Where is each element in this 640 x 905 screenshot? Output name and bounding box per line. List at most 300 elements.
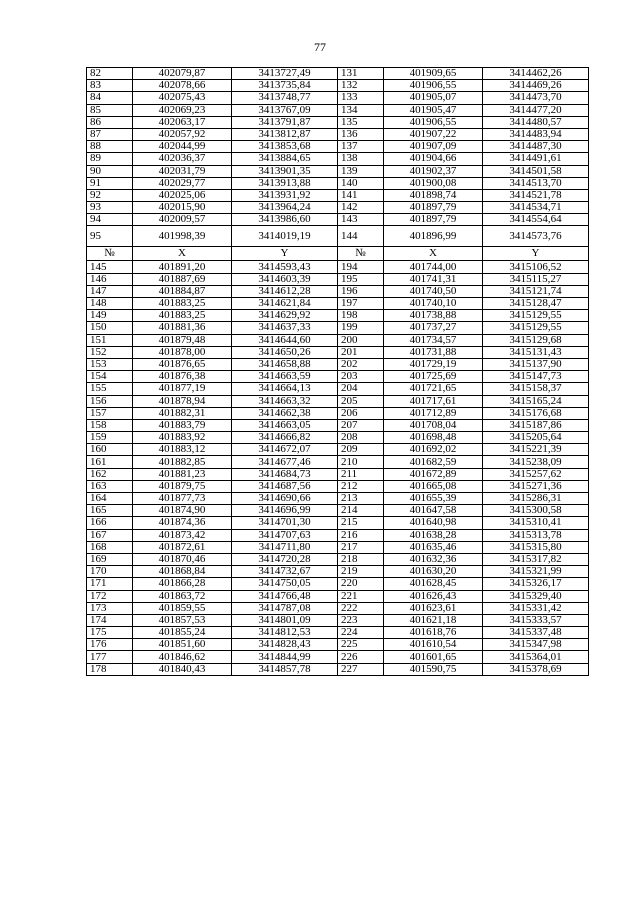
x-coordinate-cell: 402079,87 bbox=[133, 68, 232, 80]
x-coordinate-cell: 401731,88 bbox=[384, 346, 483, 358]
table-row bbox=[87, 153, 589, 165]
y-coordinate-cell: 3413812,87 bbox=[232, 128, 338, 140]
table-row bbox=[87, 517, 589, 529]
point-number-cell: 133 bbox=[338, 92, 384, 104]
x-coordinate-cell: 401708,04 bbox=[384, 419, 483, 431]
x-coordinate-cell: 401628,45 bbox=[384, 578, 483, 590]
y-coordinate-cell: 3413748,77 bbox=[232, 92, 338, 104]
point-number-cell: 213 bbox=[338, 493, 384, 505]
y-coordinate-cell: 3414812,53 bbox=[232, 627, 338, 639]
table-row bbox=[87, 444, 589, 456]
y-coordinate-cell: 3415271,36 bbox=[483, 480, 589, 492]
x-coordinate-cell: 401879,75 bbox=[133, 480, 232, 492]
x-coordinate-cell: 401874,36 bbox=[133, 517, 232, 529]
x-coordinate-cell: 401647,58 bbox=[384, 505, 483, 517]
y-coordinate-cell: 3415317,82 bbox=[483, 553, 589, 565]
x-coordinate-cell: 401855,24 bbox=[133, 627, 232, 639]
y-coordinate-cell: 3415313,78 bbox=[483, 529, 589, 541]
point-number-cell: 214 bbox=[338, 505, 384, 517]
point-number-cell: 163 bbox=[87, 480, 133, 492]
x-coordinate-cell: 401863,72 bbox=[133, 590, 232, 602]
point-number-cell: 94 bbox=[87, 214, 133, 226]
y-coordinate-cell: 3414513,70 bbox=[483, 177, 589, 189]
point-number-cell: 91 bbox=[87, 177, 133, 189]
y-coordinate-cell: 3414801,09 bbox=[232, 614, 338, 626]
x-coordinate-cell: 401897,79 bbox=[384, 202, 483, 214]
x-coordinate-cell: 401887,69 bbox=[133, 273, 232, 285]
point-number-cell: 207 bbox=[338, 419, 384, 431]
table-row bbox=[87, 165, 589, 177]
x-coordinate-cell: 402078,66 bbox=[133, 80, 232, 92]
y-coordinate-cell: 3415326,17 bbox=[483, 578, 589, 590]
header-x: X bbox=[133, 247, 232, 261]
point-number-cell: 158 bbox=[87, 419, 133, 431]
y-coordinate-cell: 3414664,13 bbox=[232, 383, 338, 395]
point-number-cell: 83 bbox=[87, 80, 133, 92]
x-coordinate-cell: 401632,36 bbox=[384, 553, 483, 565]
point-number-cell: 215 bbox=[338, 517, 384, 529]
y-coordinate-cell: 3415115,27 bbox=[483, 273, 589, 285]
y-coordinate-cell: 3414483,94 bbox=[483, 128, 589, 140]
point-number-cell: 143 bbox=[338, 214, 384, 226]
x-coordinate-cell: 401878,00 bbox=[133, 346, 232, 358]
x-coordinate-cell: 401897,79 bbox=[384, 214, 483, 226]
y-coordinate-cell: 3413964,24 bbox=[232, 202, 338, 214]
x-coordinate-cell: 401883,25 bbox=[133, 298, 232, 310]
point-number-cell: 176 bbox=[87, 639, 133, 651]
y-coordinate-cell: 3415364,01 bbox=[483, 651, 589, 663]
x-coordinate-cell: 401638,28 bbox=[384, 529, 483, 541]
x-coordinate-cell: 401737,27 bbox=[384, 322, 483, 334]
point-number-cell: 147 bbox=[87, 285, 133, 297]
header-number: № bbox=[87, 247, 133, 261]
table-row bbox=[87, 189, 589, 201]
x-coordinate-cell: 401906,55 bbox=[384, 80, 483, 92]
y-coordinate-cell: 3414469,26 bbox=[483, 80, 589, 92]
x-coordinate-cell: 401883,12 bbox=[133, 444, 232, 456]
y-coordinate-cell: 3413931,92 bbox=[232, 189, 338, 201]
point-number-cell: 168 bbox=[87, 541, 133, 553]
point-number-cell: 169 bbox=[87, 553, 133, 565]
point-number-cell: 211 bbox=[338, 468, 384, 480]
table-row bbox=[87, 578, 589, 590]
x-coordinate-cell: 401909,65 bbox=[384, 68, 483, 80]
table-row bbox=[87, 553, 589, 565]
point-number-cell: 208 bbox=[338, 432, 384, 444]
y-coordinate-cell: 3414690,66 bbox=[232, 493, 338, 505]
table-row bbox=[87, 285, 589, 297]
point-number-cell: 157 bbox=[87, 407, 133, 419]
point-number-cell: 159 bbox=[87, 432, 133, 444]
x-coordinate-cell: 401891,20 bbox=[133, 261, 232, 273]
y-coordinate-cell: 3414663,59 bbox=[232, 371, 338, 383]
x-coordinate-cell: 401874,90 bbox=[133, 505, 232, 517]
table-row bbox=[87, 614, 589, 626]
y-coordinate-cell: 3414521,78 bbox=[483, 189, 589, 201]
page-number: 77 bbox=[314, 40, 326, 54]
y-coordinate-cell: 3414720,28 bbox=[232, 553, 338, 565]
point-number-cell: 88 bbox=[87, 141, 133, 153]
point-number-cell: 177 bbox=[87, 651, 133, 663]
table-row bbox=[87, 68, 589, 80]
header-y: Y bbox=[232, 247, 338, 261]
y-coordinate-cell: 3414491,61 bbox=[483, 153, 589, 165]
y-coordinate-cell: 3415315,80 bbox=[483, 541, 589, 553]
y-coordinate-cell: 3415129,55 bbox=[483, 322, 589, 334]
y-coordinate-cell: 3415121,74 bbox=[483, 285, 589, 297]
table-row bbox=[87, 395, 589, 407]
table-row bbox=[87, 602, 589, 614]
y-coordinate-cell: 3414603,39 bbox=[232, 273, 338, 285]
x-coordinate-cell: 402063,17 bbox=[133, 116, 232, 128]
point-number-cell: 92 bbox=[87, 189, 133, 201]
x-coordinate-cell: 401630,20 bbox=[384, 566, 483, 578]
point-number-cell: 197 bbox=[338, 298, 384, 310]
x-coordinate-cell: 401590,75 bbox=[384, 663, 483, 675]
table-row bbox=[87, 663, 589, 675]
table-header bbox=[87, 247, 589, 261]
table-row bbox=[87, 116, 589, 128]
table-row bbox=[87, 310, 589, 322]
y-coordinate-cell: 3415321,99 bbox=[483, 566, 589, 578]
table-row bbox=[87, 627, 589, 639]
table-row bbox=[87, 202, 589, 214]
point-number-cell: 137 bbox=[338, 141, 384, 153]
y-coordinate-cell: 3415137,90 bbox=[483, 358, 589, 370]
point-number-cell: 200 bbox=[338, 334, 384, 346]
x-coordinate-cell: 401883,92 bbox=[133, 432, 232, 444]
point-number-cell: 154 bbox=[87, 371, 133, 383]
x-coordinate-cell: 401859,55 bbox=[133, 602, 232, 614]
x-coordinate-cell: 401851,60 bbox=[133, 639, 232, 651]
x-coordinate-cell: 401998,39 bbox=[133, 226, 232, 247]
x-coordinate-cell: 401884,87 bbox=[133, 285, 232, 297]
table-row bbox=[87, 104, 589, 116]
table-row bbox=[87, 419, 589, 431]
x-coordinate-cell: 401610,54 bbox=[384, 639, 483, 651]
table-row bbox=[87, 298, 589, 310]
y-coordinate-cell: 3413884,65 bbox=[232, 153, 338, 165]
x-coordinate-cell: 401883,79 bbox=[133, 419, 232, 431]
header-x: X bbox=[384, 247, 483, 261]
y-coordinate-cell: 3414662,38 bbox=[232, 407, 338, 419]
x-coordinate-cell: 401623,61 bbox=[384, 602, 483, 614]
x-coordinate-cell: 402036,37 bbox=[133, 153, 232, 165]
header-y: Y bbox=[483, 247, 589, 261]
point-number-cell: 195 bbox=[338, 273, 384, 285]
point-number-cell: 95 bbox=[87, 226, 133, 247]
table-row bbox=[87, 177, 589, 189]
y-coordinate-cell: 3414857,78 bbox=[232, 663, 338, 675]
table-row bbox=[87, 566, 589, 578]
table-row bbox=[87, 80, 589, 92]
table-row bbox=[87, 505, 589, 517]
y-coordinate-cell: 3414487,30 bbox=[483, 141, 589, 153]
x-coordinate-cell: 402075,43 bbox=[133, 92, 232, 104]
y-coordinate-cell: 3415337,48 bbox=[483, 627, 589, 639]
x-coordinate-cell: 401905,07 bbox=[384, 92, 483, 104]
y-coordinate-cell: 3415347,98 bbox=[483, 639, 589, 651]
point-number-cell: 223 bbox=[338, 614, 384, 626]
x-coordinate-cell: 401873,42 bbox=[133, 529, 232, 541]
point-number-cell: 131 bbox=[338, 68, 384, 80]
y-coordinate-cell: 3414629,92 bbox=[232, 310, 338, 322]
y-coordinate-cell: 3413791,87 bbox=[232, 116, 338, 128]
point-number-cell: 156 bbox=[87, 395, 133, 407]
x-coordinate-cell: 401621,18 bbox=[384, 614, 483, 626]
table-row bbox=[87, 407, 589, 419]
x-coordinate-cell: 401868,84 bbox=[133, 566, 232, 578]
x-coordinate-cell: 401877,73 bbox=[133, 493, 232, 505]
y-coordinate-cell: 3414621,84 bbox=[232, 298, 338, 310]
x-coordinate-cell: 401877,19 bbox=[133, 383, 232, 395]
y-coordinate-cell: 3414480,57 bbox=[483, 116, 589, 128]
y-coordinate-cell: 3414554,64 bbox=[483, 214, 589, 226]
point-number-cell: 174 bbox=[87, 614, 133, 626]
y-coordinate-cell: 3415129,55 bbox=[483, 310, 589, 322]
x-coordinate-cell: 402069,23 bbox=[133, 104, 232, 116]
header-row bbox=[87, 247, 589, 261]
table-row bbox=[87, 273, 589, 285]
point-number-cell: 152 bbox=[87, 346, 133, 358]
table-row bbox=[87, 541, 589, 553]
table-row bbox=[87, 493, 589, 505]
point-number-cell: 145 bbox=[87, 261, 133, 273]
x-coordinate-cell: 401898,74 bbox=[384, 189, 483, 201]
y-coordinate-cell: 3414644,60 bbox=[232, 334, 338, 346]
y-coordinate-cell: 3414750,05 bbox=[232, 578, 338, 590]
x-coordinate-cell: 401655,39 bbox=[384, 493, 483, 505]
point-number-cell: 138 bbox=[338, 153, 384, 165]
y-coordinate-cell: 3414766,48 bbox=[232, 590, 338, 602]
table-row bbox=[87, 383, 589, 395]
point-number-cell: 201 bbox=[338, 346, 384, 358]
y-coordinate-cell: 3414019,19 bbox=[232, 226, 338, 247]
y-coordinate-cell: 3414787,08 bbox=[232, 602, 338, 614]
table-row bbox=[87, 226, 589, 247]
point-number-cell: 142 bbox=[338, 202, 384, 214]
y-coordinate-cell: 3414501,58 bbox=[483, 165, 589, 177]
x-coordinate-cell: 402031,79 bbox=[133, 165, 232, 177]
y-coordinate-cell: 3415238,09 bbox=[483, 456, 589, 468]
x-coordinate-cell: 401904,66 bbox=[384, 153, 483, 165]
x-coordinate-cell: 401907,22 bbox=[384, 128, 483, 140]
y-coordinate-cell: 3414696,99 bbox=[232, 505, 338, 517]
point-number-cell: 148 bbox=[87, 298, 133, 310]
x-coordinate-cell: 402025,06 bbox=[133, 189, 232, 201]
table-row bbox=[87, 214, 589, 226]
y-coordinate-cell: 3415165,24 bbox=[483, 395, 589, 407]
y-coordinate-cell: 3415129,68 bbox=[483, 334, 589, 346]
y-coordinate-cell: 3415158,37 bbox=[483, 383, 589, 395]
point-number-cell: 173 bbox=[87, 602, 133, 614]
x-coordinate-cell: 401866,28 bbox=[133, 578, 232, 590]
point-number-cell: 132 bbox=[338, 80, 384, 92]
point-number-cell: 202 bbox=[338, 358, 384, 370]
point-number-cell: 82 bbox=[87, 68, 133, 80]
y-coordinate-cell: 3414666,82 bbox=[232, 432, 338, 444]
y-coordinate-cell: 3415147,73 bbox=[483, 371, 589, 383]
x-coordinate-cell: 401882,31 bbox=[133, 407, 232, 419]
x-coordinate-cell: 401734,57 bbox=[384, 334, 483, 346]
table-body-bottom bbox=[87, 261, 589, 675]
point-number-cell: 217 bbox=[338, 541, 384, 553]
x-coordinate-cell: 401692,02 bbox=[384, 444, 483, 456]
y-coordinate-cell: 3413735,84 bbox=[232, 80, 338, 92]
x-coordinate-cell: 401665,08 bbox=[384, 480, 483, 492]
point-number-cell: 84 bbox=[87, 92, 133, 104]
x-coordinate-cell: 401740,50 bbox=[384, 285, 483, 297]
x-coordinate-cell: 401857,53 bbox=[133, 614, 232, 626]
point-number-cell: 222 bbox=[338, 602, 384, 614]
x-coordinate-cell: 401672,89 bbox=[384, 468, 483, 480]
x-coordinate-cell: 401840,43 bbox=[133, 663, 232, 675]
x-coordinate-cell: 401876,65 bbox=[133, 358, 232, 370]
point-number-cell: 153 bbox=[87, 358, 133, 370]
point-number-cell: 175 bbox=[87, 627, 133, 639]
point-number-cell: 93 bbox=[87, 202, 133, 214]
table-row bbox=[87, 358, 589, 370]
point-number-cell: 216 bbox=[338, 529, 384, 541]
table-row bbox=[87, 141, 589, 153]
y-coordinate-cell: 3415106,52 bbox=[483, 261, 589, 273]
table-row bbox=[87, 468, 589, 480]
y-coordinate-cell: 3415310,41 bbox=[483, 517, 589, 529]
x-coordinate-cell: 401906,55 bbox=[384, 116, 483, 128]
table-row bbox=[87, 92, 589, 104]
x-coordinate-cell: 401682,59 bbox=[384, 456, 483, 468]
y-coordinate-cell: 3415333,57 bbox=[483, 614, 589, 626]
y-coordinate-cell: 3415176,68 bbox=[483, 407, 589, 419]
y-coordinate-cell: 3414593,43 bbox=[232, 261, 338, 273]
y-coordinate-cell: 3415378,69 bbox=[483, 663, 589, 675]
point-number-cell: 161 bbox=[87, 456, 133, 468]
x-coordinate-cell: 401883,25 bbox=[133, 310, 232, 322]
point-number-cell: 178 bbox=[87, 663, 133, 675]
table-row bbox=[87, 334, 589, 346]
y-coordinate-cell: 3414672,07 bbox=[232, 444, 338, 456]
table-row bbox=[87, 480, 589, 492]
header-number: № bbox=[338, 247, 384, 261]
point-number-cell: 221 bbox=[338, 590, 384, 602]
y-coordinate-cell: 3414663,32 bbox=[232, 395, 338, 407]
y-coordinate-cell: 3414732,67 bbox=[232, 566, 338, 578]
y-coordinate-cell: 3415131,43 bbox=[483, 346, 589, 358]
point-number-cell: 206 bbox=[338, 407, 384, 419]
x-coordinate-cell: 401740,10 bbox=[384, 298, 483, 310]
y-coordinate-cell: 3414701,30 bbox=[232, 517, 338, 529]
point-number-cell: 210 bbox=[338, 456, 384, 468]
x-coordinate-cell: 402057,92 bbox=[133, 128, 232, 140]
point-number-cell: 167 bbox=[87, 529, 133, 541]
point-number-cell: 199 bbox=[338, 322, 384, 334]
x-coordinate-cell: 401618,76 bbox=[384, 627, 483, 639]
y-coordinate-cell: 3414650,26 bbox=[232, 346, 338, 358]
point-number-cell: 140 bbox=[338, 177, 384, 189]
table-row bbox=[87, 346, 589, 358]
point-number-cell: 218 bbox=[338, 553, 384, 565]
x-coordinate-cell: 401640,98 bbox=[384, 517, 483, 529]
x-coordinate-cell: 401698,48 bbox=[384, 432, 483, 444]
point-number-cell: 89 bbox=[87, 153, 133, 165]
table-row bbox=[87, 128, 589, 140]
point-number-cell: 219 bbox=[338, 566, 384, 578]
point-number-cell: 203 bbox=[338, 371, 384, 383]
point-number-cell: 90 bbox=[87, 165, 133, 177]
x-coordinate-cell: 401601,65 bbox=[384, 651, 483, 663]
point-number-cell: 139 bbox=[338, 165, 384, 177]
point-number-cell: 198 bbox=[338, 310, 384, 322]
y-coordinate-cell: 3415331,42 bbox=[483, 602, 589, 614]
y-coordinate-cell: 3414687,56 bbox=[232, 480, 338, 492]
point-number-cell: 151 bbox=[87, 334, 133, 346]
coordinates-table bbox=[86, 67, 589, 676]
x-coordinate-cell: 401712,89 bbox=[384, 407, 483, 419]
point-number-cell: 144 bbox=[338, 226, 384, 247]
y-coordinate-cell: 3415300,58 bbox=[483, 505, 589, 517]
table-row bbox=[87, 639, 589, 651]
point-number-cell: 227 bbox=[338, 663, 384, 675]
y-coordinate-cell: 3413727,49 bbox=[232, 68, 338, 80]
x-coordinate-cell: 401882,85 bbox=[133, 456, 232, 468]
point-number-cell: 162 bbox=[87, 468, 133, 480]
point-number-cell: 87 bbox=[87, 128, 133, 140]
x-coordinate-cell: 402015,90 bbox=[133, 202, 232, 214]
point-number-cell: 135 bbox=[338, 116, 384, 128]
table-row bbox=[87, 432, 589, 444]
point-number-cell: 172 bbox=[87, 590, 133, 602]
x-coordinate-cell: 402029,77 bbox=[133, 177, 232, 189]
point-number-cell: 209 bbox=[338, 444, 384, 456]
point-number-cell: 160 bbox=[87, 444, 133, 456]
point-number-cell: 155 bbox=[87, 383, 133, 395]
x-coordinate-cell: 401905,47 bbox=[384, 104, 483, 116]
y-coordinate-cell: 3414828,43 bbox=[232, 639, 338, 651]
x-coordinate-cell: 401635,46 bbox=[384, 541, 483, 553]
x-coordinate-cell: 401870,46 bbox=[133, 553, 232, 565]
point-number-cell: 196 bbox=[338, 285, 384, 297]
table-row bbox=[87, 456, 589, 468]
point-number-cell: 85 bbox=[87, 104, 133, 116]
y-coordinate-cell: 3413901,35 bbox=[232, 165, 338, 177]
point-number-cell: 205 bbox=[338, 395, 384, 407]
x-coordinate-cell: 401729,19 bbox=[384, 358, 483, 370]
x-coordinate-cell: 401881,36 bbox=[133, 322, 232, 334]
point-number-cell: 204 bbox=[338, 383, 384, 395]
point-number-cell: 86 bbox=[87, 116, 133, 128]
x-coordinate-cell: 401721,65 bbox=[384, 383, 483, 395]
x-coordinate-cell: 401876,38 bbox=[133, 371, 232, 383]
point-number-cell: 136 bbox=[338, 128, 384, 140]
x-coordinate-cell: 401902,37 bbox=[384, 165, 483, 177]
table-row bbox=[87, 529, 589, 541]
table-row bbox=[87, 261, 589, 273]
table-row bbox=[87, 371, 589, 383]
x-coordinate-cell: 401900,08 bbox=[384, 177, 483, 189]
point-number-cell: 165 bbox=[87, 505, 133, 517]
y-coordinate-cell: 3415205,64 bbox=[483, 432, 589, 444]
x-coordinate-cell: 401896,99 bbox=[384, 226, 483, 247]
y-coordinate-cell: 3414473,70 bbox=[483, 92, 589, 104]
y-coordinate-cell: 3414658,88 bbox=[232, 358, 338, 370]
table-body-top bbox=[87, 68, 589, 247]
x-coordinate-cell: 401846,62 bbox=[133, 651, 232, 663]
y-coordinate-cell: 3414477,20 bbox=[483, 104, 589, 116]
table-row bbox=[87, 322, 589, 334]
point-number-cell: 146 bbox=[87, 273, 133, 285]
y-coordinate-cell: 3414707,63 bbox=[232, 529, 338, 541]
y-coordinate-cell: 3414663,05 bbox=[232, 419, 338, 431]
